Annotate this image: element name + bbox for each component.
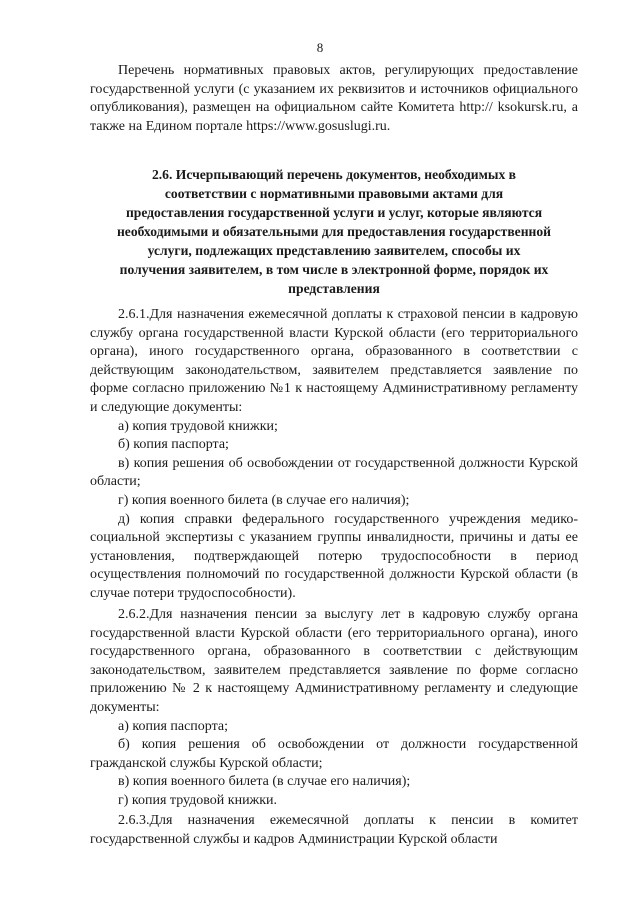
heading-line: услуги, подлежащих представлению заявителем, способы их: [147, 243, 521, 258]
list-item: г) копия трудовой книжки.: [118, 792, 278, 808]
clause-2-6-2: [90, 606, 578, 811]
intro-paragraph: Перечень нормативных правовых актов, регулирующих предоставление государственной услуги (с указанием их реквизитов и источников официального опубликования), размещен на официальном сайте Комитета http:// ksokursk.ru, а также на Едином портале https://www.gosuslugi.ru.: [90, 63, 578, 134]
heading-line: 2.6. Исчерпывающий перечень документов, необходимых в: [151, 167, 517, 182]
clause-lead: 2.6.3.Для назначения ежемесячной доплаты к пенсии в комитет государственной службы и кадров Администрации Курской области: [90, 813, 578, 847]
clause-2-6-1: [90, 306, 578, 604]
clause-2-6-3: [90, 812, 578, 849]
list-item: г) копия военного билета (в случае его наличия);: [118, 492, 410, 508]
list-item: а) копия паспорта;: [118, 718, 229, 734]
list-item: д) копия справки федерального государственного учреждения медико-социальной экспертизы с указанием группы инвалидности, причины и даты ее установления, подтверждающей потерю трудоспособности в период осуществления полномочий по государственной должности Курской области (в случае потери трудоспособности).: [90, 511, 578, 601]
heading-line: необходимыми и обязательными для предоставления государственной: [116, 224, 552, 239]
list-item: а) копия трудовой книжки;: [118, 418, 278, 434]
list-item: б) копия решения об освобождении от должности государственной гражданской службы Курской области;: [90, 737, 578, 771]
clause-lead: 2.6.2.Для назначения пенсии за выслугу лет в кадровую службу органа государственной власти Курской области (его территориального органа), иного государственного органа, образованного в соответствии с действующим законодательством, заявителем представляется заявление по форме согласно приложению № 2 к настоящему Административному регламенту и следующие документы:: [90, 607, 578, 715]
heading-line: представления: [288, 281, 380, 296]
list-item: в) копия решения об освобождении от государственной должности Курской области;: [90, 455, 578, 490]
list-item: б) копия паспорта;: [118, 437, 229, 453]
section-heading: [90, 165, 578, 298]
heading-line: соответствии с нормативными правовыми актами для: [164, 186, 504, 201]
list-item: в) копия военного билета (в случае его наличия);: [118, 774, 411, 790]
intro-block: [90, 62, 578, 136]
heading-line: предоставления государственной услуги и услуг, которые являются: [125, 205, 543, 220]
heading-line: получения заявителем, в том числе в электронной форме, порядок их: [119, 262, 549, 277]
page-number: 8: [316, 40, 324, 55]
clause-lead: 2.6.1.Для назначения ежемесячной доплаты к страховой пенсии в кадровую службу органа государственной власти Курской области (его территориального органа), иного государственного органа, образованного в соответствии с действующим законодательством, заявителем представляется заявление по форме согласно приложению №1 к настоящему Административному регламенту и следующие документы:: [90, 307, 578, 415]
